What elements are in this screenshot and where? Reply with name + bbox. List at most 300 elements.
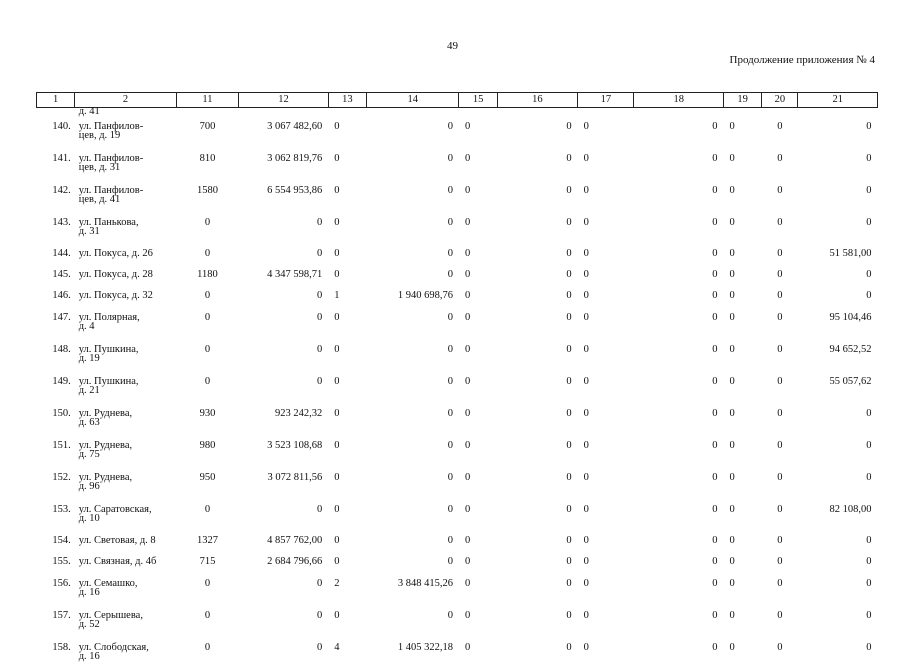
cell-col-13: 0 xyxy=(334,408,340,419)
address-line: д. 16 xyxy=(78,651,100,662)
cell-col-18: 0 xyxy=(712,121,718,132)
table-row xyxy=(37,501,878,533)
cell-col-11: 950 xyxy=(199,472,216,483)
cell-col-11: 1180 xyxy=(197,269,218,280)
cell-col-17: 0 xyxy=(583,344,589,355)
column-header: 15 xyxy=(459,93,497,108)
cell-col-19: 0 xyxy=(729,344,735,355)
table-row xyxy=(37,182,878,214)
cell-col-20: 0 xyxy=(777,290,783,301)
address-line: ул. Панфилов- xyxy=(78,153,144,164)
table-row xyxy=(37,469,878,501)
cell-col-17: 0 xyxy=(583,269,589,280)
address-cell xyxy=(75,533,177,554)
cell-col-16: 0 xyxy=(566,248,572,259)
fragment-row xyxy=(37,108,878,119)
cell-col-13: 0 xyxy=(334,535,340,546)
table-row xyxy=(37,341,878,373)
cell-col-17: 0 xyxy=(583,312,589,323)
cell-col-12: 4 347 598,71 xyxy=(267,269,323,280)
cell-col-18: 0 xyxy=(712,472,718,483)
row-number: 156. xyxy=(52,578,71,589)
address-line: д. 4 xyxy=(78,321,95,332)
cell-col-17: 0 xyxy=(583,642,589,653)
address-line: ул. Покуса, д. 32 xyxy=(78,290,153,301)
cell-col-12: 0 xyxy=(316,578,323,589)
address-cell xyxy=(75,437,177,469)
cell-col-19: 0 xyxy=(729,217,735,228)
address-cell xyxy=(75,469,177,501)
address-cell xyxy=(75,554,177,575)
cell-col-18: 0 xyxy=(712,642,718,653)
cell-col-11: 0 xyxy=(204,578,211,589)
cell-col-21: 0 xyxy=(866,440,872,451)
cell-col-12: 0 xyxy=(316,642,323,653)
cell-col-20: 0 xyxy=(777,408,783,419)
table-row xyxy=(37,309,878,341)
address-line: д. 75 xyxy=(78,449,100,460)
cell-col-18: 0 xyxy=(712,556,718,567)
cell-col-17: 0 xyxy=(583,121,589,132)
cell-col-14: 0 xyxy=(447,269,453,280)
cell-col-12: 0 xyxy=(316,312,323,323)
cell-col-16: 0 xyxy=(566,642,572,653)
address-cell xyxy=(75,214,177,246)
cell-col-21: 0 xyxy=(866,408,872,419)
cell-col-19: 0 xyxy=(729,440,735,451)
cell-col-16: 0 xyxy=(566,153,572,164)
address-cell xyxy=(75,607,177,639)
column-header: 2 xyxy=(75,93,177,108)
cell-col-16: 0 xyxy=(566,344,572,355)
cell-col-19: 0 xyxy=(729,312,735,323)
cell-col-21: 55 057,62 xyxy=(829,376,872,387)
row-number: 143. xyxy=(52,217,71,228)
fragment-text: д. 41 xyxy=(78,106,100,117)
table-row xyxy=(37,437,878,469)
row-number: 150. xyxy=(52,408,71,419)
address-line: цев, д. 41 xyxy=(78,194,121,205)
address-line: ул. Полярная, xyxy=(78,312,140,323)
cell-col-14: 0 xyxy=(447,504,453,515)
address-cell xyxy=(75,373,177,405)
address-cell xyxy=(75,246,177,267)
cell-col-17: 0 xyxy=(583,408,589,419)
cell-col-15: 0 xyxy=(464,344,471,355)
row-number: 152. xyxy=(52,472,71,483)
column-header: 13 xyxy=(328,93,366,108)
cell-col-16: 0 xyxy=(566,535,572,546)
address-cell xyxy=(75,182,177,214)
cell-col-20: 0 xyxy=(777,269,783,280)
cell-col-11: 0 xyxy=(204,642,211,653)
cell-col-17: 0 xyxy=(583,472,589,483)
cell-col-14: 1 940 698,76 xyxy=(397,290,453,301)
cell-col-17: 0 xyxy=(583,376,589,387)
cell-col-13: 0 xyxy=(334,153,340,164)
cell-col-11: 810 xyxy=(199,153,216,164)
cell-col-15: 0 xyxy=(464,248,471,259)
cell-col-20: 0 xyxy=(777,376,783,387)
cell-col-11: 1327 xyxy=(196,535,218,546)
cell-col-19: 0 xyxy=(729,269,735,280)
cell-col-11: 930 xyxy=(199,408,216,419)
cell-col-14: 1 405 322,18 xyxy=(397,642,453,653)
table-row xyxy=(37,246,878,267)
address-line: д. 16 xyxy=(78,587,100,598)
cell-col-16: 0 xyxy=(566,185,572,196)
address-line: цев, д. 31 xyxy=(78,162,121,173)
address-line: ул. Саратовская, xyxy=(78,504,152,515)
row-number: 151. xyxy=(52,440,71,451)
cell-col-19: 0 xyxy=(729,535,735,546)
cell-col-21: 0 xyxy=(866,610,872,621)
cell-col-13: 0 xyxy=(334,472,340,483)
cell-col-13: 0 xyxy=(334,440,340,451)
cell-col-13: 0 xyxy=(334,248,340,259)
cell-col-19: 0 xyxy=(729,578,735,589)
cell-col-20: 0 xyxy=(777,642,783,653)
cell-col-20: 0 xyxy=(777,440,783,451)
row-number: 158. xyxy=(52,642,71,653)
cell-col-20: 0 xyxy=(777,578,783,589)
cell-col-11: 715 xyxy=(199,556,216,567)
cell-col-18: 0 xyxy=(712,269,718,280)
address-line: ул. Пушкина, xyxy=(78,344,139,355)
cell-col-12: 923 242,32 xyxy=(274,408,323,419)
cell-col-14: 0 xyxy=(447,440,453,451)
table-row xyxy=(37,405,878,437)
column-header-row xyxy=(37,93,878,108)
column-header: 21 xyxy=(798,93,878,108)
cell-col-21: 0 xyxy=(866,472,872,483)
cell-col-21: 0 xyxy=(866,578,872,589)
cell-col-15: 0 xyxy=(464,312,471,323)
cell-col-12: 3 062 819,76 xyxy=(267,153,323,164)
cell-col-18: 0 xyxy=(712,344,718,355)
cell-col-19: 0 xyxy=(729,121,735,132)
cell-col-13: 1 xyxy=(334,290,340,301)
cell-col-11: 0 xyxy=(204,504,211,515)
cell-col-17: 0 xyxy=(583,185,589,196)
row-number: 153. xyxy=(52,504,71,515)
cell-col-11: 0 xyxy=(204,344,211,355)
cell-col-15: 0 xyxy=(464,472,471,483)
cell-col-16: 0 xyxy=(566,472,572,483)
cell-col-17: 0 xyxy=(583,217,589,228)
row-number: 157. xyxy=(52,610,71,621)
table-row xyxy=(37,214,878,246)
cell-col-15: 0 xyxy=(464,153,471,164)
cell-col-18: 0 xyxy=(712,290,718,301)
cell-col-20: 0 xyxy=(777,535,783,546)
cell-col-21: 94 652,52 xyxy=(829,344,872,355)
cell-col-13: 2 xyxy=(334,578,340,589)
column-header: 17 xyxy=(578,93,634,108)
address-line: д. 52 xyxy=(78,619,100,630)
address-line: ул. Связная, д. 4б xyxy=(78,556,157,567)
cell-col-21: 0 xyxy=(866,642,872,653)
address-line: д. 63 xyxy=(78,417,100,428)
cell-col-13: 0 xyxy=(334,556,340,567)
cell-col-15: 0 xyxy=(464,440,471,451)
address-cell xyxy=(75,267,177,288)
cell-col-18: 0 xyxy=(712,185,718,196)
cell-col-18: 0 xyxy=(712,248,718,259)
cell-col-18: 0 xyxy=(712,408,718,419)
row-number: 148. xyxy=(52,344,71,355)
cell-col-12: 3 067 482,60 xyxy=(267,121,323,132)
table-row xyxy=(37,150,878,182)
cell-col-20: 0 xyxy=(777,248,783,259)
cell-col-19: 0 xyxy=(729,504,735,515)
cell-col-12: 0 xyxy=(316,217,323,228)
table-row xyxy=(37,267,878,288)
row-number: 154. xyxy=(52,535,71,546)
cell-col-13: 4 xyxy=(334,642,340,653)
cell-col-16: 0 xyxy=(566,504,572,515)
page-number: 49 xyxy=(447,40,458,52)
address-cell xyxy=(75,309,177,341)
cell-col-14: 0 xyxy=(447,217,453,228)
column-header: 19 xyxy=(724,93,762,108)
cell-col-15: 0 xyxy=(464,408,471,419)
cell-col-16: 0 xyxy=(566,217,572,228)
cell-col-12: 3 523 108,68 xyxy=(267,440,323,451)
address-line: ул. Покуса, д. 28 xyxy=(78,269,153,280)
cell-col-12: 0 xyxy=(316,290,323,301)
cell-col-21: 51 581,00 xyxy=(829,248,872,259)
column-header: 11 xyxy=(176,93,238,108)
address-line: д. 10 xyxy=(78,513,100,524)
cell-col-12: 0 xyxy=(316,248,323,259)
address-line: ул. Панькова, xyxy=(78,217,139,228)
address-cell xyxy=(75,575,177,607)
address-line: ул. Пушкина, xyxy=(78,376,139,387)
cell-col-21: 0 xyxy=(866,185,872,196)
cell-col-20: 0 xyxy=(777,153,783,164)
cell-col-18: 0 xyxy=(712,578,718,589)
cell-col-18: 0 xyxy=(712,376,718,387)
address-cell xyxy=(75,150,177,182)
address-line: д. 96 xyxy=(78,481,100,492)
cell-col-17: 0 xyxy=(583,556,589,567)
cell-col-14: 3 848 415,26 xyxy=(397,578,453,589)
row-number: 144. xyxy=(52,248,71,259)
cell-col-14: 0 xyxy=(447,472,453,483)
continuation-label: Продолжение приложения № 4 xyxy=(729,54,875,66)
table-row xyxy=(37,607,878,639)
address-line: ул. Семашко, xyxy=(78,578,138,589)
cell-col-19: 0 xyxy=(729,185,735,196)
cell-col-21: 0 xyxy=(866,269,872,280)
cell-col-20: 0 xyxy=(777,312,783,323)
cell-col-13: 0 xyxy=(334,610,340,621)
address-line: ул. Световая, д. 8 xyxy=(78,535,156,546)
cell-col-11: 980 xyxy=(199,440,216,451)
cell-col-21: 0 xyxy=(866,290,872,301)
cell-col-12: 0 xyxy=(316,376,323,387)
cell-col-15: 0 xyxy=(464,121,471,132)
column-header: 16 xyxy=(497,93,577,108)
column-header: 14 xyxy=(366,93,459,108)
cell-col-15: 0 xyxy=(464,642,471,653)
table-row xyxy=(37,554,878,575)
cell-col-21: 0 xyxy=(866,153,872,164)
cell-col-21: 0 xyxy=(866,556,872,567)
row-number: 140. xyxy=(52,121,71,132)
cell-col-17: 0 xyxy=(583,504,589,515)
cell-col-15: 0 xyxy=(464,535,471,546)
address-cell xyxy=(75,639,177,671)
cell-col-18: 0 xyxy=(712,610,718,621)
cell-col-20: 0 xyxy=(777,185,783,196)
cell-col-12: 4 857 762,00 xyxy=(267,535,323,546)
address-line: ул. Руднева, xyxy=(78,472,133,483)
cell-col-13: 0 xyxy=(334,376,340,387)
cell-col-13: 0 xyxy=(334,185,340,196)
address-line: ул. Руднева, xyxy=(78,440,133,451)
address-line: цев, д. 19 xyxy=(78,130,121,141)
cell-col-20: 0 xyxy=(777,344,783,355)
cell-col-16: 0 xyxy=(566,290,572,301)
cell-col-19: 0 xyxy=(729,290,735,301)
cell-col-14: 0 xyxy=(447,185,453,196)
cell-col-21: 0 xyxy=(866,217,872,228)
cell-col-11: 1580 xyxy=(196,185,218,196)
cell-col-15: 0 xyxy=(464,217,471,228)
address-line: д. 21 xyxy=(78,385,100,396)
row-number: 155. xyxy=(52,556,71,567)
cell-col-11: 0 xyxy=(204,217,211,228)
cell-col-21: 0 xyxy=(866,535,872,546)
cell-col-16: 0 xyxy=(566,440,572,451)
cell-col-14: 0 xyxy=(447,344,453,355)
cell-col-20: 0 xyxy=(777,556,783,567)
cell-col-17: 0 xyxy=(583,153,589,164)
cell-col-13: 0 xyxy=(334,504,340,515)
cell-col-19: 0 xyxy=(729,642,735,653)
cell-col-16: 0 xyxy=(566,610,572,621)
address-line: ул. Панфилов- xyxy=(78,121,144,132)
cell-col-15: 0 xyxy=(464,504,471,515)
cell-col-20: 0 xyxy=(777,472,783,483)
cell-col-19: 0 xyxy=(729,472,735,483)
cell-col-13: 0 xyxy=(334,344,340,355)
row-number: 149. xyxy=(52,376,71,387)
cell-col-18: 0 xyxy=(712,504,718,515)
table-row xyxy=(37,639,878,671)
cell-col-13: 0 xyxy=(334,312,340,323)
cell-col-20: 0 xyxy=(777,504,783,515)
cell-col-17: 0 xyxy=(583,248,589,259)
cell-col-11: 0 xyxy=(204,610,211,621)
cell-col-21: 95 104,46 xyxy=(829,312,872,323)
row-number: 145. xyxy=(52,269,71,280)
cell-col-12: 6 554 953,86 xyxy=(267,185,323,196)
row-number: 142. xyxy=(52,185,71,196)
cell-col-19: 0 xyxy=(729,376,735,387)
cell-col-12: 0 xyxy=(316,610,323,621)
table-row xyxy=(37,118,878,150)
cell-col-20: 0 xyxy=(777,610,783,621)
cell-col-13: 0 xyxy=(334,121,340,132)
cell-col-19: 0 xyxy=(729,408,735,419)
cell-col-18: 0 xyxy=(712,217,718,228)
cell-col-14: 0 xyxy=(447,121,453,132)
cell-col-12: 2 684 796,66 xyxy=(267,556,323,567)
cell-col-15: 0 xyxy=(464,269,471,280)
cell-col-15: 0 xyxy=(464,376,471,387)
cell-col-15: 0 xyxy=(464,610,471,621)
row-number: 147. xyxy=(52,312,71,323)
cell-col-21: 0 xyxy=(866,121,872,132)
column-header: 20 xyxy=(762,93,798,108)
cell-col-15: 0 xyxy=(464,556,471,567)
cell-col-20: 0 xyxy=(777,217,783,228)
cell-col-18: 0 xyxy=(712,153,718,164)
address-cell xyxy=(75,501,177,533)
table-row xyxy=(37,533,878,554)
cell-col-14: 0 xyxy=(447,376,453,387)
cell-col-16: 0 xyxy=(566,556,572,567)
cell-col-11: 0 xyxy=(204,248,211,259)
cell-col-19: 0 xyxy=(729,153,735,164)
cell-col-11: 0 xyxy=(204,290,211,301)
address-line: д. 31 xyxy=(78,226,100,237)
cell-col-14: 0 xyxy=(447,248,453,259)
cell-col-13: 0 xyxy=(334,217,340,228)
table-row xyxy=(37,575,878,607)
row-number: 146. xyxy=(52,290,71,301)
cell-col-19: 0 xyxy=(729,248,735,259)
cell-col-17: 0 xyxy=(583,290,589,301)
cell-col-17: 0 xyxy=(583,578,589,589)
cell-col-19: 0 xyxy=(729,556,735,567)
cell-col-21: 82 108,00 xyxy=(829,504,872,515)
address-line: ул. Слободская, xyxy=(78,642,149,653)
column-header: 12 xyxy=(239,93,329,108)
cell-col-17: 0 xyxy=(583,610,589,621)
cell-col-11: 700 xyxy=(199,121,216,132)
cell-col-17: 0 xyxy=(583,535,589,546)
cell-col-18: 0 xyxy=(712,440,718,451)
cell-col-15: 0 xyxy=(464,185,471,196)
cell-col-16: 0 xyxy=(566,408,572,419)
cell-col-12: 0 xyxy=(316,504,323,515)
data-table xyxy=(36,92,878,671)
cell-col-18: 0 xyxy=(712,312,718,323)
cell-col-16: 0 xyxy=(566,578,572,589)
table-row xyxy=(37,373,878,405)
cell-col-12: 0 xyxy=(316,344,323,355)
address-line: ул. Панфилов- xyxy=(78,185,144,196)
address-line: д. 19 xyxy=(78,353,100,364)
row-number: 141. xyxy=(52,153,71,164)
cell-col-16: 0 xyxy=(566,312,572,323)
table-row xyxy=(37,288,878,309)
cell-col-16: 0 xyxy=(566,121,572,132)
address-line: ул. Руднева, xyxy=(78,408,133,419)
address-cell xyxy=(75,118,177,150)
cell-col-20: 0 xyxy=(777,121,783,132)
cell-col-17: 0 xyxy=(583,440,589,451)
cell-col-11: 0 xyxy=(204,376,211,387)
address-line: ул. Серышева, xyxy=(78,610,143,621)
cell-col-16: 0 xyxy=(566,376,572,387)
cell-col-11: 0 xyxy=(204,312,211,323)
cell-col-14: 0 xyxy=(447,610,453,621)
